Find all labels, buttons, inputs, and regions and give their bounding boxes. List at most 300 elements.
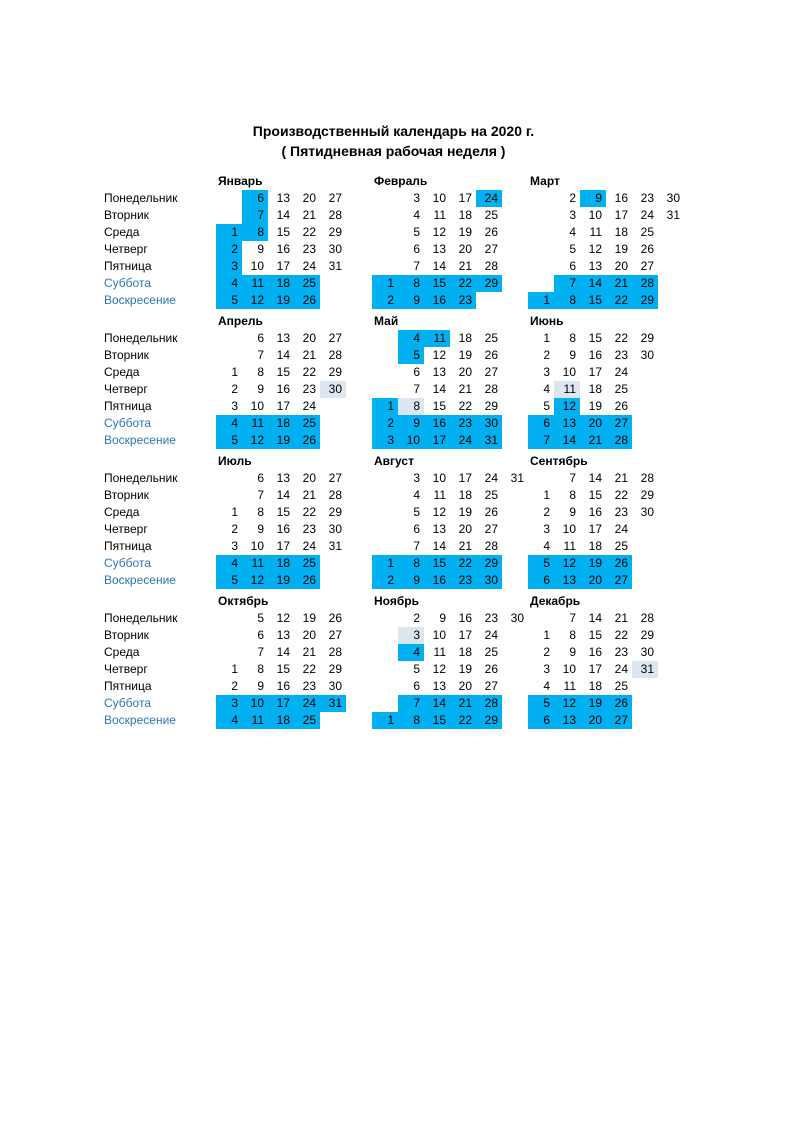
day-cell: 25	[640, 225, 654, 239]
day-cell: 22	[450, 712, 476, 729]
day-cell: 18	[458, 645, 472, 659]
day-cell: 11	[424, 330, 450, 347]
day-cell: 9	[257, 382, 264, 396]
day-cell: 12	[554, 695, 580, 712]
day-cell: 17	[588, 662, 602, 676]
day-cell: 22	[614, 628, 628, 642]
day-cell: 8	[398, 398, 424, 415]
day-cell: 13	[276, 191, 290, 205]
day-cell: 18	[268, 712, 294, 729]
day-cell: 11	[554, 381, 580, 398]
day-cell: 30	[328, 242, 342, 256]
day-label-saturday: Суббота	[104, 696, 151, 710]
day-cell: 7	[569, 611, 576, 625]
day-cell: 2	[372, 572, 398, 589]
day-cell: 22	[302, 365, 316, 379]
day-cell: 15	[588, 628, 602, 642]
day-cell: 3	[372, 432, 398, 449]
day-cell: 31	[510, 471, 524, 485]
day-cell: 3	[231, 539, 238, 553]
day-cell: 13	[432, 365, 446, 379]
day-cell: 29	[640, 488, 654, 502]
day-cell: 10	[250, 399, 264, 413]
day-cell: 4	[216, 275, 242, 292]
day-cell: 15	[432, 399, 446, 413]
day-cell: 10	[250, 539, 264, 553]
day-cell: 21	[450, 695, 476, 712]
day-cell: 22	[450, 555, 476, 572]
day-cell: 7	[398, 695, 424, 712]
day-cell: 27	[606, 572, 632, 589]
day-cell: 23	[640, 191, 654, 205]
day-cell: 5	[216, 432, 242, 449]
day-label-tuesday: Вторник	[104, 628, 149, 642]
day-cell: 29	[476, 275, 502, 292]
day-cell: 2	[231, 382, 238, 396]
day-cell: 18	[268, 415, 294, 432]
day-cell: 4	[569, 225, 576, 239]
day-cell: 26	[294, 292, 320, 309]
day-cell: 29	[476, 712, 502, 729]
day-label-monday: Понедельник	[104, 471, 178, 485]
day-cell: 7	[413, 539, 420, 553]
day-cell: 16	[276, 242, 290, 256]
day-cell: 20	[580, 572, 606, 589]
day-cell: 6	[413, 679, 420, 693]
day-cell: 1	[372, 712, 398, 729]
day-cell: 12	[432, 225, 446, 239]
day-cell: 30	[476, 572, 502, 589]
day-cell: 3	[569, 208, 576, 222]
day-cell: 10	[432, 191, 446, 205]
day-cell: 21	[302, 348, 316, 362]
month-name: Август	[374, 454, 414, 468]
day-cell: 28	[640, 471, 654, 485]
day-cell: 27	[328, 471, 342, 485]
day-cell: 3	[398, 627, 424, 644]
day-cell: 2	[543, 348, 550, 362]
day-cell: 25	[614, 382, 628, 396]
day-label-saturday: Суббота	[104, 276, 151, 290]
day-cell: 10	[432, 471, 446, 485]
page-subtitle: ( Пятидневная рабочая неделя )	[281, 143, 506, 159]
day-cell: 20	[458, 522, 472, 536]
day-cell: 13	[554, 572, 580, 589]
day-cell: 4	[216, 415, 242, 432]
day-cell: 2	[372, 415, 398, 432]
day-cell: 9	[569, 348, 576, 362]
day-label-tuesday: Вторник	[104, 348, 149, 362]
day-label-tuesday: Вторник	[104, 488, 149, 502]
day-cell: 12	[554, 398, 580, 415]
day-cell: 24	[302, 399, 316, 413]
day-label-friday: Пятница	[104, 679, 152, 693]
day-cell: 4	[413, 208, 420, 222]
day-cell: 8	[569, 488, 576, 502]
day-cell: 8	[257, 662, 264, 676]
day-cell: 17	[458, 628, 472, 642]
day-label-saturday: Суббота	[104, 416, 151, 430]
day-cell: 2	[413, 611, 420, 625]
day-cell: 22	[450, 275, 476, 292]
day-cell: 26	[294, 432, 320, 449]
day-cell: 12	[554, 555, 580, 572]
day-cell: 15	[276, 662, 290, 676]
day-cell: 20	[302, 628, 316, 642]
day-cell: 11	[589, 225, 602, 239]
day-cell: 17	[588, 365, 602, 379]
day-cell: 28	[328, 645, 342, 659]
day-cell: 8	[257, 365, 264, 379]
day-cell: 15	[276, 505, 290, 519]
day-cell: 13	[432, 679, 446, 693]
day-cell: 29	[328, 365, 342, 379]
day-cell: 19	[458, 505, 472, 519]
day-cell: 3	[231, 399, 238, 413]
day-cell: 24	[484, 471, 498, 485]
day-cell: 28	[484, 382, 498, 396]
day-cell: 23	[450, 292, 476, 309]
day-cell: 8	[554, 292, 580, 309]
day-cell: 5	[216, 572, 242, 589]
day-cell: 27	[484, 365, 498, 379]
month-name: Сентябрь	[530, 454, 588, 468]
day-cell: 29	[328, 225, 342, 239]
day-cell: 18	[588, 679, 602, 693]
month-name: Июнь	[530, 314, 564, 328]
day-cell: 19	[614, 242, 628, 256]
day-cell: 28	[632, 275, 658, 292]
day-cell: 10	[242, 695, 268, 712]
day-cell: 10	[588, 208, 602, 222]
day-label-friday: Пятница	[104, 259, 152, 273]
day-cell: 10	[432, 628, 446, 642]
day-cell: 29	[328, 662, 342, 676]
day-cell: 24	[640, 208, 654, 222]
day-cell: 17	[276, 399, 290, 413]
month-name: Ноябрь	[374, 594, 419, 608]
day-cell: 13	[276, 628, 290, 642]
day-cell: 5	[257, 611, 264, 625]
day-cell: 9	[257, 679, 264, 693]
day-cell: 15	[580, 292, 606, 309]
day-cell: 9	[398, 572, 424, 589]
day-cell: 31	[328, 259, 342, 273]
day-cell: 30	[666, 191, 680, 205]
day-cell: 14	[276, 645, 290, 659]
day-cell: 5	[413, 505, 420, 519]
day-cell: 3	[413, 191, 420, 205]
day-cell: 11	[563, 539, 576, 553]
day-cell: 11	[242, 275, 268, 292]
day-cell: 20	[580, 415, 606, 432]
day-cell: 19	[588, 399, 602, 413]
day-cell: 17	[588, 522, 602, 536]
day-cell: 7	[257, 348, 264, 362]
day-cell: 13	[554, 415, 580, 432]
day-cell: 21	[302, 208, 316, 222]
day-cell: 24	[302, 259, 316, 273]
day-cell: 18	[268, 275, 294, 292]
day-cell: 5	[413, 225, 420, 239]
day-cell: 2	[543, 505, 550, 519]
day-cell: 29	[632, 292, 658, 309]
day-cell: 24	[484, 628, 498, 642]
day-cell: 6	[528, 712, 554, 729]
day-cell: 18	[458, 208, 472, 222]
day-cell: 10	[562, 365, 576, 379]
day-cell: 24	[450, 432, 476, 449]
day-cell: 7	[554, 275, 580, 292]
day-label-monday: Понедельник	[104, 331, 178, 345]
day-cell: 19	[302, 611, 316, 625]
month-name: Январь	[218, 174, 263, 188]
day-cell: 28	[328, 348, 342, 362]
quarter-2	[0, 313, 801, 453]
day-cell: 9	[257, 522, 264, 536]
day-cell: 15	[588, 331, 602, 345]
day-cell: 20	[580, 712, 606, 729]
day-cell: 30	[328, 522, 342, 536]
day-cell: 19	[268, 572, 294, 589]
day-cell: 17	[276, 539, 290, 553]
day-cell: 17	[268, 695, 294, 712]
day-cell: 6	[413, 522, 420, 536]
day-label-wednesday: Среда	[104, 225, 140, 239]
day-cell: 16	[588, 645, 602, 659]
day-cell: 15	[588, 488, 602, 502]
day-cell: 25	[614, 679, 628, 693]
day-cell: 27	[640, 259, 654, 273]
day-cell: 3	[543, 365, 550, 379]
day-cell: 6	[257, 628, 264, 642]
day-cell: 18	[268, 555, 294, 572]
day-cell: 23	[302, 382, 316, 396]
day-cell: 23	[450, 572, 476, 589]
day-cell: 6	[413, 365, 420, 379]
day-cell: 25	[294, 275, 320, 292]
day-cell: 19	[268, 292, 294, 309]
day-cell: 28	[328, 488, 342, 502]
day-cell: 2	[216, 241, 242, 258]
day-cell: 1	[543, 331, 550, 345]
day-cell: 28	[484, 539, 498, 553]
day-cell: 2	[372, 292, 398, 309]
day-cell: 1	[372, 555, 398, 572]
day-cell: 31	[666, 208, 680, 222]
day-cell: 25	[294, 415, 320, 432]
day-cell: 21	[302, 645, 316, 659]
day-cell: 16	[424, 292, 450, 309]
day-cell: 11	[433, 208, 446, 222]
day-label-wednesday: Среда	[104, 365, 140, 379]
day-cell: 26	[484, 505, 498, 519]
day-cell: 21	[580, 432, 606, 449]
day-cell: 12	[432, 348, 446, 362]
month-name: Апрель	[218, 314, 263, 328]
day-cell: 13	[276, 471, 290, 485]
day-cell: 22	[614, 488, 628, 502]
day-cell: 9	[569, 645, 576, 659]
day-cell: 30	[320, 381, 346, 398]
day-cell: 24	[302, 539, 316, 553]
day-cell: 5	[528, 695, 554, 712]
day-cell: 4	[216, 712, 242, 729]
day-cell: 14	[580, 275, 606, 292]
day-label-friday: Пятница	[104, 399, 152, 413]
day-cell: 25	[484, 488, 498, 502]
day-cell: 28	[606, 432, 632, 449]
day-cell: 26	[328, 611, 342, 625]
day-cell: 27	[484, 679, 498, 693]
day-cell: 15	[424, 555, 450, 572]
month-name: Март	[530, 174, 560, 188]
day-cell: 28	[328, 208, 342, 222]
day-cell: 3	[543, 522, 550, 536]
day-cell: 27	[328, 191, 342, 205]
day-cell: 4	[543, 679, 550, 693]
day-cell: 7	[413, 382, 420, 396]
day-cell: 22	[614, 331, 628, 345]
day-cell: 13	[276, 331, 290, 345]
day-cell: 22	[302, 505, 316, 519]
day-cell: 8	[242, 224, 268, 241]
day-label-thursday: Четверг	[104, 662, 148, 676]
day-cell: 9	[580, 190, 606, 207]
quarter-4	[0, 593, 801, 733]
day-cell: 2	[231, 679, 238, 693]
day-cell: 12	[588, 242, 602, 256]
day-cell: 27	[328, 331, 342, 345]
day-cell: 1	[543, 628, 550, 642]
day-cell: 1	[216, 224, 242, 241]
day-cell: 27	[484, 522, 498, 536]
quarter-1	[0, 173, 801, 313]
day-cell: 26	[294, 572, 320, 589]
day-cell: 8	[398, 712, 424, 729]
day-cell: 25	[294, 712, 320, 729]
day-cell: 13	[432, 522, 446, 536]
day-cell: 31	[320, 695, 346, 712]
day-cell: 24	[614, 365, 628, 379]
day-cell: 28	[476, 695, 502, 712]
day-cell: 20	[302, 191, 316, 205]
day-cell: 12	[276, 611, 290, 625]
day-cell: 1	[231, 365, 238, 379]
day-cell: 24	[294, 695, 320, 712]
day-cell: 20	[458, 365, 472, 379]
day-label-wednesday: Среда	[104, 505, 140, 519]
day-cell: 25	[614, 539, 628, 553]
day-cell: 15	[276, 225, 290, 239]
day-cell: 12	[242, 432, 268, 449]
day-cell: 2	[543, 645, 550, 659]
day-cell: 2	[231, 522, 238, 536]
day-cell: 26	[614, 399, 628, 413]
day-cell: 29	[328, 505, 342, 519]
day-cell: 1	[231, 505, 238, 519]
day-cell: 29	[640, 331, 654, 345]
day-cell: 19	[580, 555, 606, 572]
day-label-thursday: Четверг	[104, 382, 148, 396]
day-cell: 16	[588, 505, 602, 519]
day-cell: 5	[216, 292, 242, 309]
day-cell: 12	[432, 662, 446, 676]
day-cell: 18	[588, 382, 602, 396]
day-cell: 10	[562, 662, 576, 676]
day-cell: 8	[569, 628, 576, 642]
day-cell: 11	[242, 415, 268, 432]
day-label-sunday: Воскресение	[104, 293, 176, 307]
day-cell: 18	[614, 225, 628, 239]
day-cell: 10	[250, 259, 264, 273]
day-cell: 7	[569, 471, 576, 485]
day-cell: 18	[588, 539, 602, 553]
day-cell: 23	[614, 645, 628, 659]
day-cell: 4	[398, 644, 424, 661]
day-cell: 6	[528, 572, 554, 589]
day-cell: 30	[640, 645, 654, 659]
day-cell: 15	[424, 712, 450, 729]
day-cell: 5	[398, 347, 424, 364]
day-cell: 1	[231, 662, 238, 676]
day-cell: 27	[606, 712, 632, 729]
day-cell: 29	[640, 628, 654, 642]
day-cell: 20	[302, 331, 316, 345]
day-cell: 15	[276, 365, 290, 379]
day-cell: 7	[528, 432, 554, 449]
day-cell: 16	[424, 572, 450, 589]
day-cell: 24	[476, 190, 502, 207]
day-cell: 12	[242, 292, 268, 309]
day-cell: 4	[413, 488, 420, 502]
day-cell: 7	[413, 259, 420, 273]
day-cell: 14	[276, 208, 290, 222]
day-cell: 4	[543, 539, 550, 553]
day-cell: 23	[302, 522, 316, 536]
day-cell: 9	[398, 292, 424, 309]
day-cell: 17	[614, 208, 628, 222]
day-label-monday: Понедельник	[104, 191, 178, 205]
day-cell: 9	[398, 415, 424, 432]
day-cell: 24	[614, 522, 628, 536]
day-cell: 11	[433, 488, 446, 502]
day-label-sunday: Воскресение	[104, 573, 176, 587]
day-cell: 20	[458, 242, 472, 256]
day-cell: 19	[268, 432, 294, 449]
day-cell: 20	[458, 679, 472, 693]
day-cell: 27	[606, 415, 632, 432]
day-cell: 6	[242, 190, 268, 207]
day-cell: 3	[216, 258, 242, 275]
day-cell: 12	[432, 505, 446, 519]
day-cell: 17	[424, 432, 450, 449]
day-cell: 3	[543, 662, 550, 676]
day-cell: 14	[432, 382, 446, 396]
month-name: Февраль	[374, 174, 428, 188]
day-cell: 10	[398, 432, 424, 449]
day-cell: 4	[216, 555, 242, 572]
day-cell: 29	[476, 555, 502, 572]
day-cell: 6	[569, 259, 576, 273]
day-cell: 13	[554, 712, 580, 729]
day-cell: 23	[484, 611, 498, 625]
day-cell: 14	[276, 348, 290, 362]
day-cell: 5	[569, 242, 576, 256]
day-cell: 1	[528, 292, 554, 309]
day-cell: 6	[528, 415, 554, 432]
day-cell: 4	[398, 330, 424, 347]
